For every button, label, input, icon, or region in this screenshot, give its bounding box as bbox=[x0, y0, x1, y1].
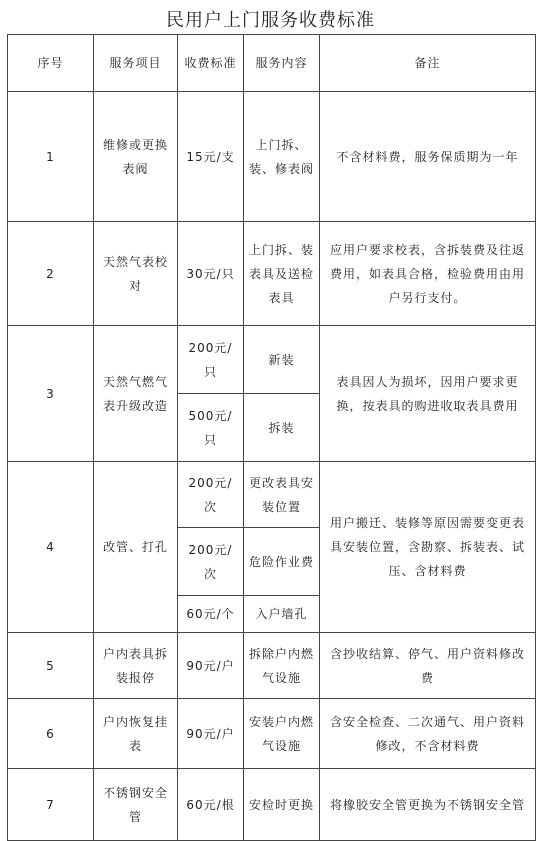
service-content: 安装户内燃气设施 bbox=[244, 699, 320, 769]
row-number: 1 bbox=[8, 92, 94, 222]
table-row bbox=[8, 326, 536, 394]
fee-table bbox=[7, 34, 536, 841]
remark: 应用户要求校表，含拆装费及往返费用，如表具合格，检验费用由用户另行支付。 bbox=[320, 222, 536, 326]
row-number: 4 bbox=[8, 462, 94, 633]
service-item: 不锈钢安全管 bbox=[94, 769, 178, 841]
service-item: 户内表具拆装报停 bbox=[94, 633, 178, 699]
row-number: 3 bbox=[8, 326, 94, 462]
remark: 含抄收结算、停气、用户资料修改费 bbox=[320, 633, 536, 699]
fee-price: 500元/只 bbox=[178, 394, 244, 462]
fee-price: 200元/只 bbox=[178, 326, 244, 394]
service-content: 拆装 bbox=[244, 394, 320, 462]
service-content: 入户墙孔 bbox=[244, 596, 320, 633]
remark: 含安全检查、二次通气、用户资料修改，不含材料费 bbox=[320, 699, 536, 769]
table-row bbox=[8, 769, 536, 841]
fee-price: 200元/次 bbox=[178, 528, 244, 596]
service-item: 改管、打孔 bbox=[94, 462, 178, 633]
service-content: 安检时更换 bbox=[244, 769, 320, 841]
service-content: 上门拆、装表具及送检表具 bbox=[244, 222, 320, 326]
table-row bbox=[8, 699, 536, 769]
service-item: 天然气燃气表升级改造 bbox=[94, 326, 178, 462]
fee-price: 30元/只 bbox=[178, 222, 244, 326]
remark: 表具因人为损坏，因用户要求更换，按表具的购进收取表具费用 bbox=[320, 326, 536, 462]
service-content: 危险作业费 bbox=[244, 528, 320, 596]
fee-price: 90元/户 bbox=[178, 633, 244, 699]
row-number: 7 bbox=[8, 769, 94, 841]
service-content: 更改表具安装位置 bbox=[244, 462, 320, 528]
table-row bbox=[8, 222, 536, 326]
service-content: 拆除户内燃气设施 bbox=[244, 633, 320, 699]
row-number: 2 bbox=[8, 222, 94, 326]
header-cell: 收费标准 bbox=[178, 35, 244, 92]
fee-price: 200元/次 bbox=[178, 462, 244, 528]
row-number: 5 bbox=[8, 633, 94, 699]
remark: 不含材料费，服务保质期为一年 bbox=[320, 92, 536, 222]
table-row bbox=[8, 92, 536, 222]
table-row bbox=[8, 462, 536, 528]
header-cell: 服务内容 bbox=[244, 35, 320, 92]
header-row bbox=[8, 35, 536, 92]
row-number: 6 bbox=[8, 699, 94, 769]
service-item: 户内恢复挂表 bbox=[94, 699, 178, 769]
header-cell: 服务项目 bbox=[94, 35, 178, 92]
fee-price: 15元/支 bbox=[178, 92, 244, 222]
header-cell: 备注 bbox=[320, 35, 536, 92]
fee-price: 60元/根 bbox=[178, 769, 244, 841]
remark: 用户搬迁、装修等原因需要变更表具安装位置，含勘察、拆装表、试压、含材料费 bbox=[320, 462, 536, 633]
header-cell: 序号 bbox=[8, 35, 94, 92]
service-item: 天然气表校对 bbox=[94, 222, 178, 326]
service-content: 新装 bbox=[244, 326, 320, 394]
page-title: 民用户上门服务收费标准 bbox=[166, 10, 375, 31]
table-row bbox=[8, 633, 536, 699]
fee-price: 60元/个 bbox=[178, 596, 244, 633]
remark: 将橡胶安全管更换为不锈钢安全管 bbox=[320, 769, 536, 841]
service-item: 维修或更换表阀 bbox=[94, 92, 178, 222]
service-content: 上门拆、装、修表阀 bbox=[244, 92, 320, 222]
fee-price: 90元/户 bbox=[178, 699, 244, 769]
